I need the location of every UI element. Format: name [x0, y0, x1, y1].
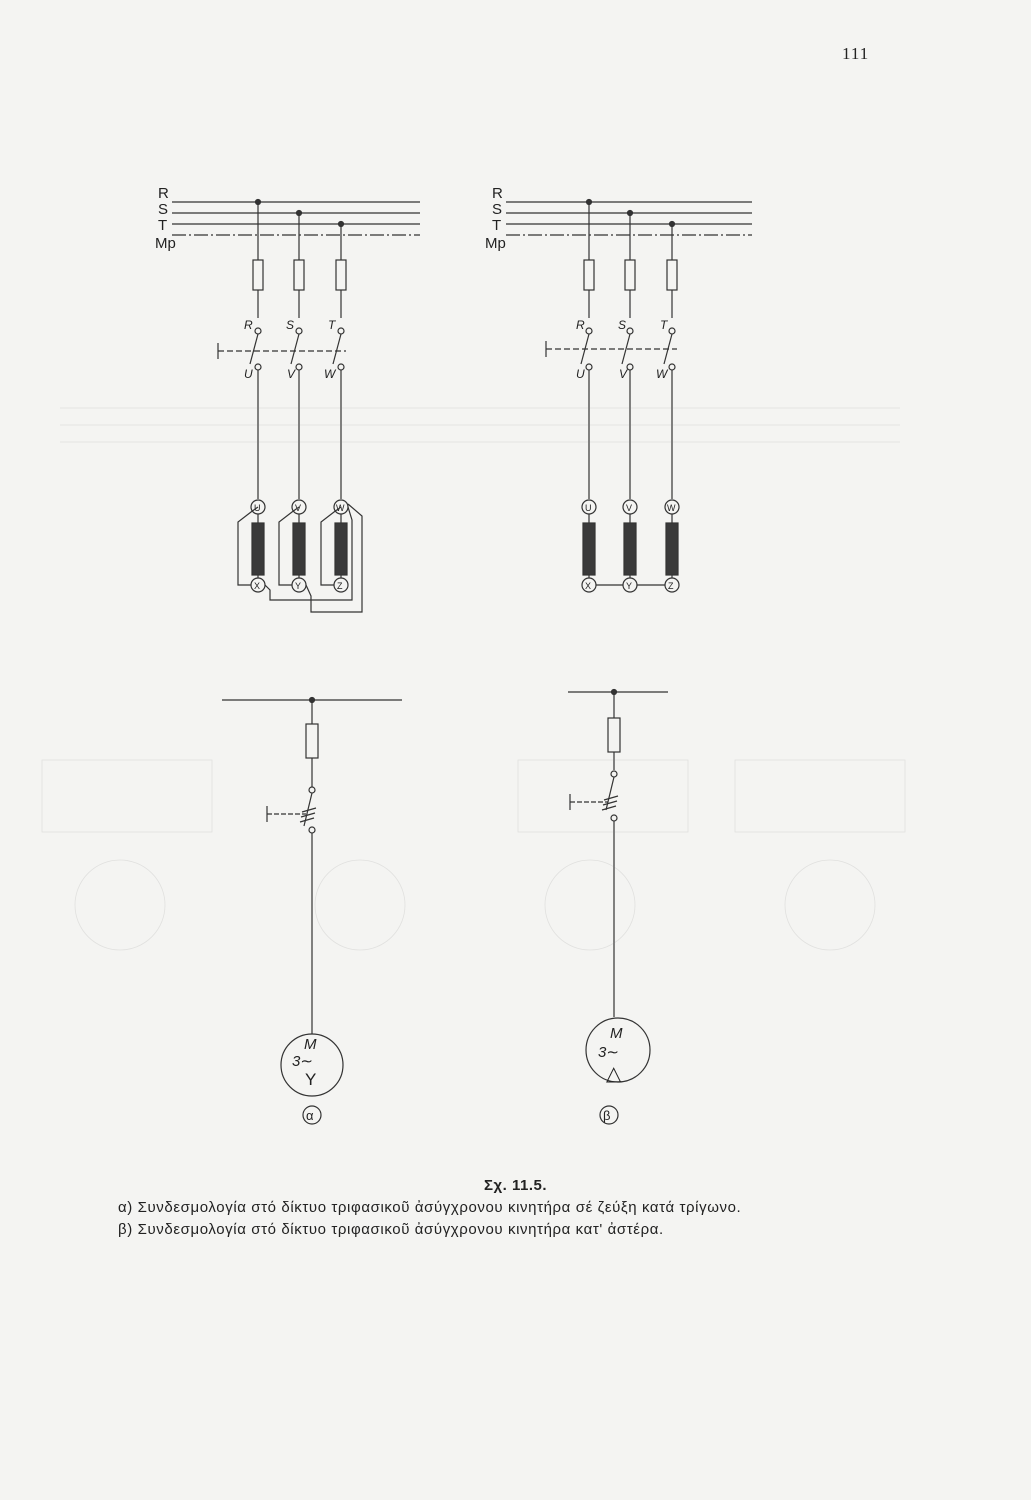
motor-windings-delta: [238, 500, 362, 612]
bus-label-t: T: [158, 217, 168, 234]
motor-phase-beta: 3∼: [598, 1044, 619, 1061]
bus-label-s-beta: S: [492, 201, 503, 218]
panel-label-alpha: α: [306, 1108, 314, 1123]
bleed-through-shadow: [42, 408, 940, 1170]
three-pole-switch-beta: [546, 318, 677, 381]
busbars-beta: [506, 202, 752, 235]
bus-label-mp-beta: Mp: [485, 235, 506, 252]
motor-phase-alpha: 3∼: [292, 1053, 313, 1070]
winding-label-w-beta: W: [667, 503, 676, 513]
motor-windings-star: [582, 500, 679, 592]
phase-drops: [256, 200, 344, 319]
switch-label-top-t-beta: T: [660, 318, 668, 332]
bus-label-r-beta: R: [492, 185, 503, 202]
winding-label-y-beta: Y: [626, 581, 633, 591]
winding-label-v: V: [295, 503, 302, 513]
switch-label-bottom-v-beta: V: [619, 367, 628, 381]
fuses: [253, 260, 346, 290]
switch-label-bottom-u: U: [244, 367, 253, 381]
bus-label-r: R: [158, 185, 169, 202]
switch-label-top-t: T: [328, 318, 336, 332]
bus-label-s: S: [158, 201, 169, 218]
switch-label-top-s-beta: S: [618, 318, 627, 332]
switch-label-bottom-w: W: [324, 367, 336, 381]
bus-label-mp: Mp: [155, 235, 176, 252]
winding-label-y: Y: [295, 581, 302, 591]
switch-label-bottom-u-beta: U: [576, 367, 585, 381]
schematic-beta: [485, 185, 752, 1124]
bus-label-t-beta: T: [492, 217, 502, 234]
switch-label-top-s: S: [286, 318, 295, 332]
winding-label-z: Z: [337, 581, 343, 591]
winding-label-x-beta: X: [585, 581, 592, 591]
motor-letter-beta: M: [610, 1025, 623, 1042]
single-line-beta: [568, 690, 668, 1125]
schematic-alpha: [155, 185, 420, 1124]
busbars: [172, 202, 420, 235]
winding-label-x: X: [254, 581, 261, 591]
motor-symbol-alpha: Y: [305, 1070, 317, 1089]
caption-title: Σχ. 11.5.: [483, 1177, 547, 1194]
phase-drops-beta: [587, 200, 675, 319]
caption-line-beta: β) Συνδεσμολογία στό δίκτυο τριφασικοῦ ἀσύγχρονου κινητήρα κατ' ἀστέρα.: [118, 1221, 664, 1238]
switch-label-bottom-v: V: [287, 367, 296, 381]
winding-label-u-beta: U: [585, 503, 592, 513]
panel-label-beta: β: [603, 1108, 611, 1123]
motor-symbol-beta: △: [606, 1063, 622, 1085]
page-number: 111: [842, 44, 870, 63]
switch-label-top-r-beta: R: [576, 318, 585, 332]
winding-label-z-beta: Z: [668, 581, 674, 591]
winding-label-w: W: [336, 503, 345, 513]
switch-label-top-r: R: [244, 318, 253, 332]
winding-label-u: U: [254, 503, 261, 513]
winding-label-v-beta: V: [626, 503, 633, 513]
caption-line-alpha: α) Συνδεσμολογία στό δίκτυο τριφασικοῦ ἀσύγχρονου κινητήρα σέ ζεύξη κατά τρίγωνο.: [118, 1199, 742, 1216]
switch-label-bottom-w-beta: W: [656, 367, 668, 381]
three-pole-switch: [218, 318, 346, 381]
fuses-beta: [584, 260, 677, 290]
motor-letter-alpha: M: [304, 1036, 317, 1053]
single-line-alpha: [222, 698, 402, 1125]
